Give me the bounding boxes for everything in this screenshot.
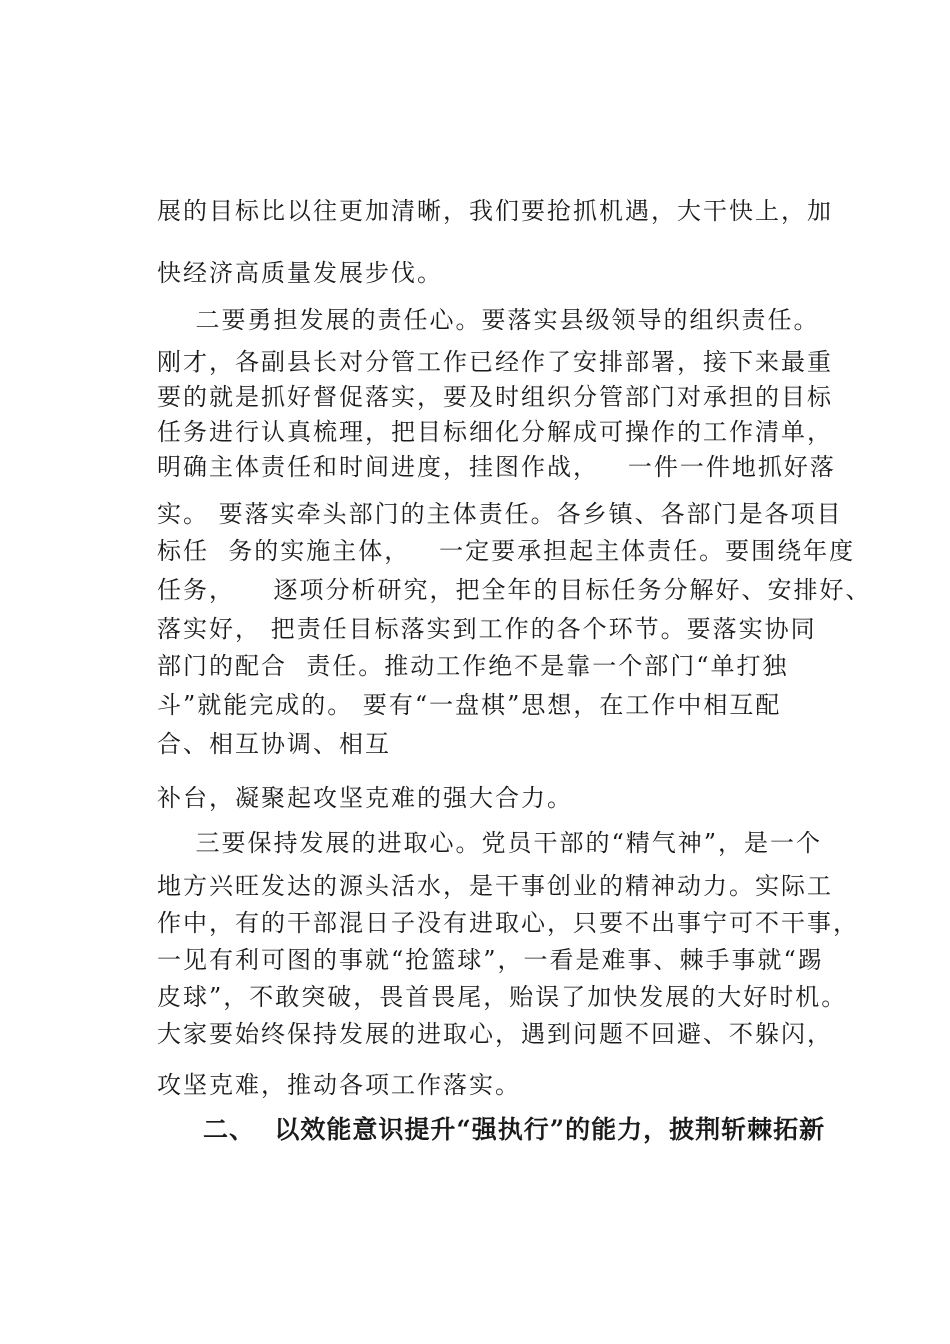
body-text-line: 地方兴旺发达的源头活水，是干事创业的精神动力。实际工 [157, 872, 833, 900]
body-text-line: 攻坚克难，推动各项工作落实。 [157, 1071, 521, 1099]
body-text-line: 三要保持发展的进取心。党员干部的“精气神”，是一个 [157, 829, 823, 857]
section-heading: 二、 以效能意识提升“强执行”的能力，披荆斩棘拓新 [203, 1115, 826, 1144]
body-text-line: 要的就是抓好督促落实，要及时组织分管部门对承担的目标 [157, 383, 833, 411]
body-text-line: 斗”就能完成的。 要有“一盘棋”思想，在工作中相互配 [157, 691, 782, 719]
body-text-line: 合、相互协调、相互 [157, 730, 391, 758]
body-text-line: 落实好， 把责任目标落实到工作的各个环节。要落实协同 [157, 615, 817, 643]
body-text-line: 刚才，各副县长对分管工作已经作了安排部署，接下来最重 [157, 348, 833, 376]
body-text-line: 部门的配合 责任。推动工作绝不是靠一个部门“单打独 [157, 652, 789, 680]
body-text-line: 任务进行认真梳理，把目标细化分解成可操作的工作清单， [157, 418, 833, 446]
body-text-line: 明确主体责任和时间进度，挂图作战， 一件一件地抓好落 [157, 453, 836, 481]
body-text-line: 皮球”，不敢突破，畏首畏尾，贻误了加快发展的大好时机。 [157, 983, 848, 1011]
body-text-line: 展的目标比以往更加清晰，我们要抢抓机遇，大干快上，加 [157, 197, 833, 225]
body-text-line: 标任 务的实施主体， 一定要承担起主体责任。要围绕年度 [157, 537, 856, 565]
body-text-line: 实。 要落实牵头部门的主体责任。各乡镇、各部门是各项目 [157, 500, 843, 528]
body-text-line: 二要勇担发展的责任心。要落实县级领导的组织责任。 [157, 306, 820, 334]
body-text-line: 快经济高质量发展步伐。 [157, 259, 443, 287]
body-text-line: 作中，有的干部混日子没有进取心，只要不出事宁可不干事， [157, 909, 859, 937]
body-text-line: 大家要始终保持发展的进取心，遇到问题不回避、不躲闪， [157, 1020, 833, 1048]
body-text-line: 补台，凝聚起攻坚克难的强大合力。 [157, 784, 573, 812]
body-text-line: 一见有利可图的事就“抢篮球”，一看是难事、棘手事就“踢 [157, 946, 824, 974]
body-text-line: 任务， 逐项分析研究，把全年的目标任务分解好、安排好、 [157, 576, 872, 604]
